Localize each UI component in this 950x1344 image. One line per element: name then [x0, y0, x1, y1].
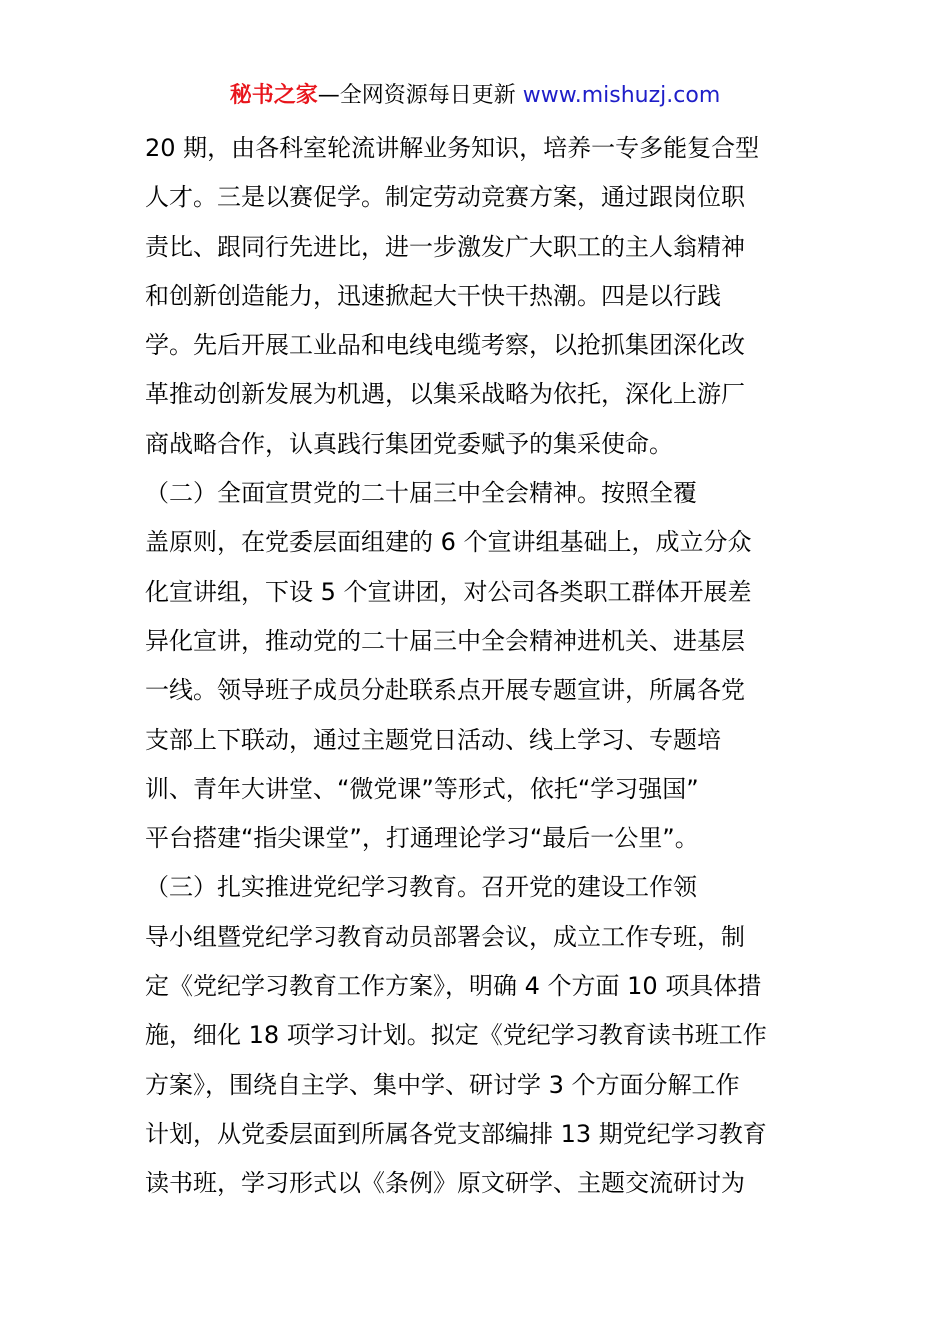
text-line: 异化宣讲，推动党的二十届三中全会精神进机关、进基层: [145, 626, 745, 655]
page-header: [0, 80, 950, 112]
header-url-link[interactable]: www.mishuzj.com: [522, 83, 721, 108]
header-brand: 秘书之家: [229, 83, 318, 108]
text-line: 施，细化 18 项学习计划。拟定《党纪学习教育读书班工作: [145, 1021, 767, 1050]
body-text: [145, 124, 809, 1209]
text-line: 商战略合作，认真践行集团党委赋予的集采使命。: [145, 429, 673, 458]
text-line: 训、青年大讲堂、“微党课”等形式，依托“学习强国”: [145, 774, 699, 803]
header-tagline: —全网资源每日更新: [317, 83, 523, 108]
text-line: 方案》，围绕自主学、集中学、研讨学 3 个方面分解工作: [145, 1070, 740, 1099]
text-line: （三）扎实推进党纪学习教育。召开党的建设工作领: [145, 873, 697, 902]
text-line: （二）全面宣贯党的二十届三中全会精神。按照全覆: [145, 479, 697, 508]
text-line: 和创新创造能力，迅速掀起大干快干热潮。四是以行践: [145, 281, 721, 310]
text-line: 学。先后开展工业品和电线电缆考察，以抢抓集团深化改: [145, 331, 745, 360]
text-line: 盖原则，在党委层面组建的 6 个宣讲组基础上，成立分众: [145, 528, 752, 557]
text-line: 定《党纪学习教育工作方案》，明确 4 个方面 10 项具体措: [145, 972, 762, 1001]
text-line: 读书班，学习形式以《条例》原文研学、主题交流研讨为: [145, 1169, 745, 1198]
text-line: 支部上下联动，通过主题党日活动、线上学习、专题培: [145, 725, 721, 754]
text-line: 平台搭建“指尖课堂”，打通理论学习“最后一公里”。: [145, 824, 699, 853]
text-line: 化宣讲组，下设 5 个宣讲团，对公司各类职工群体开展差: [145, 577, 752, 606]
text-line: 20 期，由各科室轮流讲解业务知识，培养一专多能复合型: [145, 134, 760, 162]
text-line: 革推动创新发展为机遇，以集采战略为依托，深化上游厂: [145, 380, 745, 409]
text-line: 导小组暨党纪学习教育动员部署会议，成立工作专班，制: [145, 922, 745, 951]
text-line: 责比、跟同行先进比，进一步激发广大职工的主人翁精神: [145, 232, 745, 261]
text-line: 人才。三是以赛促学。制定劳动竞赛方案，通过跟岗位职: [145, 183, 745, 212]
text-line: 一线。领导班子成员分赴联系点开展专题宣讲，所属各党: [145, 676, 745, 705]
text-line: 计划，从党委层面到所属各党支部编排 13 期党纪学习教育: [145, 1119, 767, 1148]
